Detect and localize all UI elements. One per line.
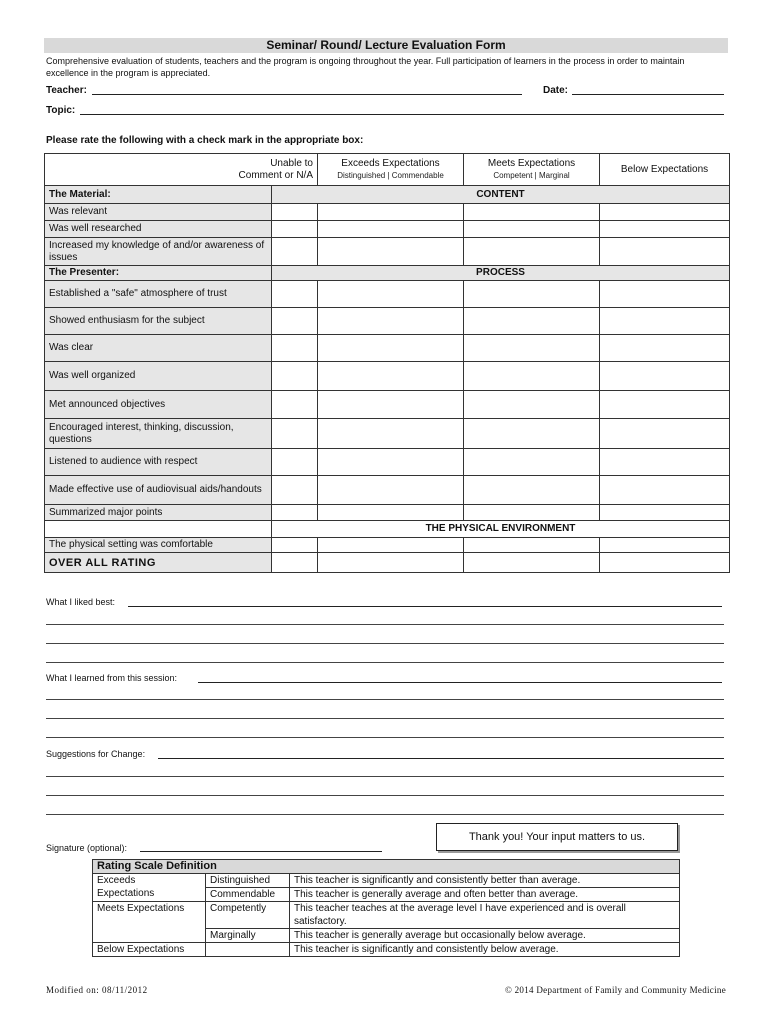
rating-instruction: Please rate the following with a check mark in the appropriate box: — [46, 135, 364, 146]
table-row — [45, 505, 730, 521]
rating-cell-meets[interactable] — [464, 221, 600, 238]
rating-cell-unable[interactable] — [272, 476, 318, 505]
below-column-header: Below Expectations — [600, 154, 730, 186]
scale-definition: This teacher is significantly and consistently better than average. — [290, 874, 680, 888]
suggestions-label: Suggestions for Change: — [46, 749, 146, 759]
rating-cell-unable[interactable] — [272, 221, 318, 238]
rating-cell-unable[interactable] — [272, 281, 318, 308]
table-row — [45, 476, 730, 505]
rating-cell-meets[interactable] — [464, 538, 600, 553]
question-label: Showed enthusiasm for the subject — [45, 308, 272, 335]
question-label: Increased my knowledge of and/or awareness of issues — [45, 238, 272, 266]
rating-cell-below[interactable] — [600, 204, 730, 221]
exceeds-header-label: Exceeds Expectations — [341, 157, 440, 169]
rating-cell-below[interactable] — [600, 308, 730, 335]
date-label: Date: — [543, 85, 569, 96]
teacher-label: Teacher: — [46, 85, 87, 96]
signature-label: Signature (optional): — [46, 843, 128, 853]
rating-cell-meets[interactable] — [464, 505, 600, 521]
rating-cell-below[interactable] — [600, 419, 730, 449]
rating-cell-exceeds[interactable] — [318, 335, 464, 362]
scale-title-row — [93, 860, 680, 874]
rating-cell-unable[interactable] — [272, 335, 318, 362]
copyright: © 2014 Department of Family and Community Medicine — [504, 985, 726, 995]
unable-header-line2: Comment or N/A — [238, 169, 313, 181]
table-row — [45, 419, 730, 449]
rating-cell-unable[interactable] — [272, 419, 318, 449]
suggestions-line[interactable] — [46, 795, 724, 796]
question-label: Encouraged interest, thinking, discussion, questions — [45, 419, 272, 449]
rating-cell-unable[interactable] — [272, 449, 318, 476]
meets-column-header — [464, 154, 600, 186]
rating-cell-unable[interactable] — [272, 553, 318, 573]
table-row — [45, 335, 730, 362]
rating-cell-exceeds[interactable] — [318, 538, 464, 553]
scale-level: Distinguished — [206, 874, 290, 888]
rating-cell-unable[interactable] — [272, 538, 318, 553]
rating-cell-unable[interactable] — [272, 391, 318, 419]
table-row — [45, 449, 730, 476]
rating-cell-meets[interactable] — [464, 335, 600, 362]
scale-level: Commendable — [206, 888, 290, 902]
suggestions-line[interactable] — [46, 814, 724, 815]
scale-row — [93, 902, 680, 929]
rating-cell-unable[interactable] — [272, 505, 318, 521]
rating-cell-meets[interactable] — [464, 281, 600, 308]
rating-cell-unable[interactable] — [272, 204, 318, 221]
rating-cell-meets[interactable] — [464, 553, 600, 573]
scale-definition: This teacher is significantly and consistently below average. — [290, 943, 680, 957]
scale-level: Marginally — [206, 929, 290, 943]
topic-label: Topic: — [46, 105, 76, 116]
rating-cell-meets[interactable] — [464, 308, 600, 335]
modified-date: Modified on: 08/11/2012 — [46, 985, 148, 995]
question-label: Was well researched — [45, 221, 272, 238]
learned-field[interactable] — [198, 682, 722, 683]
rating-cell-exceeds[interactable] — [318, 362, 464, 391]
scale-definition: This teacher teaches at the average level I have experienced and is overall satisfactory. — [290, 902, 680, 929]
table-row — [45, 538, 730, 553]
table-row — [45, 391, 730, 419]
scale-exceeds-label — [93, 874, 206, 902]
unable-header-line1: Unable to — [270, 157, 313, 169]
rating-cell-meets[interactable] — [464, 362, 600, 391]
meets-header-label: Meets Expectations — [487, 157, 576, 169]
rating-cell-meets[interactable] — [464, 419, 600, 449]
question-label: Was clear — [45, 335, 272, 362]
process-label: PROCESS — [272, 266, 730, 281]
presenter-section-row — [45, 266, 730, 281]
presenter-label: The Presenter: — [45, 266, 272, 281]
rating-cell-exceeds[interactable] — [318, 204, 464, 221]
rating-cell-below[interactable] — [600, 449, 730, 476]
rating-cell-below[interactable] — [600, 221, 730, 238]
scale-definition: This teacher is generally average but occasionally below average. — [290, 929, 680, 943]
rating-cell-meets[interactable] — [464, 449, 600, 476]
form-title: Seminar/ Round/ Lecture Evaluation Form — [44, 38, 728, 53]
question-label: Met announced objectives — [45, 391, 272, 419]
scale-meets-label: Meets Expectations — [93, 902, 206, 943]
rating-cell-exceeds[interactable] — [318, 505, 464, 521]
rating-scale-table — [92, 859, 680, 957]
table-row — [45, 238, 730, 266]
rating-cell-below[interactable] — [600, 538, 730, 553]
rating-cell-meets[interactable] — [464, 238, 600, 266]
table-row — [45, 281, 730, 308]
rating-cell-unable[interactable] — [272, 308, 318, 335]
rating-cell-unable[interactable] — [272, 238, 318, 266]
rating-cell-unable[interactable] — [272, 362, 318, 391]
liked-best-line[interactable] — [46, 624, 724, 625]
question-label: Was relevant — [45, 204, 272, 221]
signature-field[interactable] — [140, 851, 382, 852]
question-label: Established a "safe" atmosphere of trust — [45, 281, 272, 308]
question-label: Listened to audience with respect — [45, 449, 272, 476]
table-row — [45, 204, 730, 221]
scale-row — [93, 874, 680, 888]
overall-rating-row — [45, 553, 730, 573]
rating-cell-meets[interactable] — [464, 476, 600, 505]
liked-best-field[interactable] — [128, 606, 722, 607]
rating-header-row — [45, 154, 730, 186]
rating-cell-exceeds[interactable] — [318, 281, 464, 308]
rating-cell-below[interactable] — [600, 362, 730, 391]
scale-below-label: Below Expectations — [93, 943, 206, 957]
table-row — [45, 308, 730, 335]
environment-label: THE PHYSICAL ENVIRONMENT — [272, 521, 730, 538]
teacher-field[interactable] — [92, 94, 522, 95]
material-section-row — [45, 186, 730, 204]
topic-field[interactable] — [80, 114, 724, 115]
rating-cell-exceeds[interactable] — [318, 449, 464, 476]
scale-exceeds-line2: Expectations — [97, 888, 155, 899]
exceeds-header-sub: Distinguished | Commendable — [337, 170, 444, 180]
learned-line[interactable] — [46, 737, 724, 738]
rating-cell-exceeds[interactable] — [318, 221, 464, 238]
suggestions-field[interactable] — [158, 758, 724, 759]
content-label: CONTENT — [272, 186, 730, 204]
rating-cell-meets[interactable] — [464, 391, 600, 419]
question-label: Summarized major points — [45, 505, 272, 521]
rating-cell-below[interactable] — [600, 238, 730, 266]
scale-title: Rating Scale Definition — [93, 860, 680, 874]
form-intro: Comprehensive evaluation of students, teachers and the program is ongoing throughout the year. Full participation of learners in the process in order to maintain excellence in the program is appreciated. — [46, 56, 685, 78]
learned-line[interactable] — [46, 718, 724, 719]
rating-cell-exceeds[interactable] — [318, 476, 464, 505]
rating-cell-below[interactable] — [600, 391, 730, 419]
question-label: The physical setting was comfortable — [45, 538, 272, 553]
rating-cell-below[interactable] — [600, 335, 730, 362]
scale-level: Competently — [206, 902, 290, 929]
liked-best-label: What I liked best: — [46, 597, 116, 607]
unable-column-header — [45, 154, 318, 186]
date-field[interactable] — [572, 94, 724, 95]
liked-best-line[interactable] — [46, 662, 724, 663]
scale-exceeds-line1: Exceeds — [97, 875, 136, 886]
learned-line[interactable] — [46, 699, 724, 700]
scale-definition: This teacher is generally average and often better than average. — [290, 888, 680, 902]
rating-cell-exceeds[interactable] — [318, 553, 464, 573]
rating-cell-below[interactable] — [600, 505, 730, 521]
exceeds-column-header — [318, 154, 464, 186]
scale-row — [93, 943, 680, 957]
material-label: The Material: — [45, 186, 272, 204]
overall-rating-label: OVER ALL RATING — [45, 553, 272, 573]
question-label: Made effective use of audiovisual aids/handouts — [45, 476, 272, 505]
rating-cell-exceeds[interactable] — [318, 419, 464, 449]
rating-cell-below[interactable] — [600, 476, 730, 505]
environment-spacer — [45, 521, 272, 538]
rating-cell-exceeds[interactable] — [318, 391, 464, 419]
table-row — [45, 221, 730, 238]
rating-cell-meets[interactable] — [464, 204, 600, 221]
rating-table — [44, 153, 730, 573]
table-row — [45, 362, 730, 391]
rating-cell-exceeds[interactable] — [318, 238, 464, 266]
rating-cell-exceeds[interactable] — [318, 308, 464, 335]
suggestions-line[interactable] — [46, 776, 724, 777]
learned-label: What I learned from this session: — [46, 673, 178, 683]
liked-best-line[interactable] — [46, 643, 724, 644]
scale-level-empty — [206, 943, 290, 957]
rating-cell-below[interactable] — [600, 553, 730, 573]
thank-you-box: Thank you! Your input matters to us. — [436, 823, 678, 851]
environment-section-row — [45, 521, 730, 538]
meets-header-sub: Competent | Marginal — [493, 170, 570, 180]
question-label: Was well organized — [45, 362, 272, 391]
rating-cell-below[interactable] — [600, 281, 730, 308]
